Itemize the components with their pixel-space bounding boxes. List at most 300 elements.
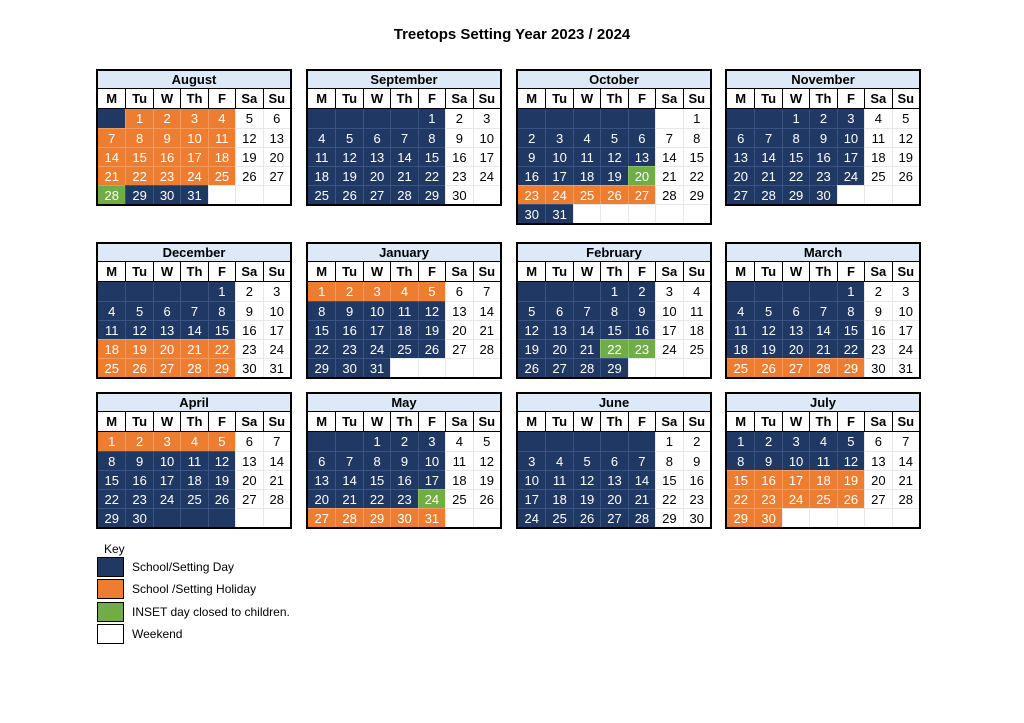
day-cell: 25	[573, 185, 600, 204]
day-cell: 25	[809, 489, 836, 508]
weekday-label: Tu	[754, 412, 781, 431]
day-cell: 13	[153, 320, 180, 339]
weekday-header	[98, 89, 290, 109]
day-cell: 12	[335, 147, 362, 166]
month-name: June	[518, 394, 710, 412]
day-cell: 18	[445, 470, 472, 489]
day-cell: 1	[782, 109, 809, 128]
weekday-label: Tu	[125, 262, 152, 281]
day-cell: 1	[727, 432, 754, 451]
day-cell: 17	[153, 470, 180, 489]
day-cell: 26	[837, 489, 864, 508]
day-cell: 30	[809, 185, 836, 204]
day-cell: 23	[235, 339, 262, 358]
weekday-label: Su	[263, 262, 290, 281]
key-swatch	[97, 579, 124, 599]
day-cell: 21	[809, 339, 836, 358]
weekday-label: Tu	[545, 262, 572, 281]
day-cell: 6	[864, 432, 891, 451]
empty-day-cell	[782, 508, 809, 527]
weekday-label: Th	[180, 262, 207, 281]
day-cell: 29	[683, 185, 710, 204]
weekday-label: Th	[600, 89, 627, 108]
day-cell: 7	[754, 128, 781, 147]
day-cell: 29	[125, 185, 152, 204]
empty-day-cell	[628, 358, 655, 377]
day-cell: 2	[390, 432, 417, 451]
day-cell: 25	[180, 489, 207, 508]
day-cell: 30	[445, 185, 472, 204]
weekday-label: M	[526, 264, 538, 279]
day-cell: 25	[545, 508, 572, 527]
day-cell: 30	[153, 185, 180, 204]
weekday-label: Su	[683, 262, 710, 281]
day-cell: 6	[308, 451, 335, 470]
day-cell: 20	[363, 166, 390, 185]
day-cell: 4	[864, 109, 891, 128]
day-cell: 26	[418, 339, 445, 358]
day-cell: 22	[600, 339, 627, 358]
day-cell: 14	[573, 320, 600, 339]
day-cell: 15	[418, 147, 445, 166]
weekday-label: Tu	[545, 412, 572, 431]
day-cell: 15	[655, 470, 682, 489]
weekday-label: F	[837, 262, 864, 281]
day-cell: 13	[363, 147, 390, 166]
month-march	[725, 242, 921, 379]
day-cell: 7	[180, 301, 207, 320]
day-cell: 1	[655, 432, 682, 451]
empty-day-cell	[600, 432, 627, 451]
weekday-header	[98, 412, 290, 432]
day-cell: 9	[235, 301, 262, 320]
empty-day-cell	[308, 109, 335, 128]
day-cell: 18	[390, 320, 417, 339]
day-cell: 8	[125, 128, 152, 147]
day-cell: 21	[390, 166, 417, 185]
day-cell: 2	[335, 282, 362, 301]
day-cell: 12	[235, 128, 262, 147]
day-cell: 31	[263, 358, 290, 377]
empty-day-cell	[809, 508, 836, 527]
day-cell: 10	[263, 301, 290, 320]
month-april	[96, 392, 292, 529]
day-cell: 15	[837, 320, 864, 339]
day-cell: 22	[655, 489, 682, 508]
weekday-label: Su	[473, 262, 500, 281]
day-cell: 16	[754, 470, 781, 489]
weekday-label: W	[782, 262, 809, 281]
weekday-header	[727, 412, 919, 432]
empty-day-cell	[628, 109, 655, 128]
empty-day-cell	[263, 508, 290, 527]
weekday-label: F	[418, 262, 445, 281]
weekday-label: F	[208, 262, 235, 281]
day-cell: 14	[655, 147, 682, 166]
day-cell: 12	[892, 128, 919, 147]
day-cell: 17	[655, 320, 682, 339]
day-cell: 14	[628, 470, 655, 489]
weekday-header	[518, 412, 710, 432]
day-cell: 28	[390, 185, 417, 204]
day-cell: 26	[892, 166, 919, 185]
day-grid	[308, 432, 500, 527]
day-grid	[308, 282, 500, 377]
weekday-label: F	[837, 89, 864, 108]
day-cell: 8	[308, 301, 335, 320]
day-cell: 9	[445, 128, 472, 147]
day-cell: 6	[235, 432, 262, 451]
day-cell: 14	[263, 451, 290, 470]
weekday-label: Th	[809, 262, 836, 281]
weekday-label: Su	[473, 412, 500, 431]
day-cell: 8	[363, 451, 390, 470]
day-cell: 9	[809, 128, 836, 147]
day-cell: 20	[628, 166, 655, 185]
day-cell: 27	[363, 185, 390, 204]
page-title: Treetops Setting Year 2023 / 2024	[393, 26, 631, 43]
weekday-label: M	[735, 264, 747, 279]
day-cell: 16	[235, 320, 262, 339]
empty-day-cell	[208, 508, 235, 527]
day-cell: 19	[473, 470, 500, 489]
day-cell: 8	[837, 301, 864, 320]
empty-day-cell	[518, 282, 545, 301]
day-cell: 9	[518, 147, 545, 166]
empty-day-cell	[600, 204, 627, 223]
day-cell: 24	[782, 489, 809, 508]
day-cell: 7	[809, 301, 836, 320]
day-cell: 22	[782, 166, 809, 185]
empty-day-cell	[363, 109, 390, 128]
day-cell: 3	[153, 432, 180, 451]
weekday-label: Tu	[754, 262, 781, 281]
day-cell: 25	[683, 339, 710, 358]
day-cell: 30	[335, 358, 362, 377]
empty-day-cell	[727, 109, 754, 128]
day-cell: 20	[445, 320, 472, 339]
day-cell: 22	[418, 166, 445, 185]
empty-day-cell	[837, 508, 864, 527]
day-cell: 3	[892, 282, 919, 301]
day-cell: 7	[892, 432, 919, 451]
day-cell: 10	[363, 301, 390, 320]
day-cell: 8	[655, 451, 682, 470]
weekday-label: F	[208, 412, 235, 431]
month-name: November	[727, 71, 919, 89]
day-cell: 26	[335, 185, 362, 204]
key-item	[97, 602, 290, 622]
day-cell: 1	[683, 109, 710, 128]
day-cell: 10	[418, 451, 445, 470]
day-cell: 17	[545, 166, 572, 185]
day-cell: 15	[363, 470, 390, 489]
day-cell: 12	[837, 451, 864, 470]
day-cell: 11	[308, 147, 335, 166]
day-cell: 5	[573, 451, 600, 470]
day-cell: 22	[208, 339, 235, 358]
day-grid	[98, 282, 290, 377]
day-cell: 13	[545, 320, 572, 339]
weekday-label: F	[418, 412, 445, 431]
empty-day-cell	[600, 109, 627, 128]
day-cell: 11	[208, 128, 235, 147]
day-cell: 22	[683, 166, 710, 185]
day-cell: 13	[308, 470, 335, 489]
day-cell: 24	[153, 489, 180, 508]
empty-day-cell	[335, 432, 362, 451]
day-cell: 25	[390, 339, 417, 358]
month-july	[725, 392, 921, 529]
weekday-label: Sa	[655, 412, 682, 431]
day-cell: 18	[683, 320, 710, 339]
day-cell: 30	[125, 508, 152, 527]
weekday-label: Th	[809, 89, 836, 108]
day-cell: 10	[180, 128, 207, 147]
month-name: February	[518, 244, 710, 262]
day-cell: 23	[153, 166, 180, 185]
empty-day-cell	[308, 432, 335, 451]
day-cell: 17	[363, 320, 390, 339]
day-cell: 3	[473, 109, 500, 128]
weekday-label: Sa	[864, 89, 891, 108]
day-cell: 19	[518, 339, 545, 358]
key-label: School/Setting Day	[132, 560, 235, 574]
day-cell: 14	[98, 147, 125, 166]
day-cell: 23	[809, 166, 836, 185]
day-cell: 6	[600, 451, 627, 470]
day-cell: 24	[892, 339, 919, 358]
day-cell: 20	[600, 489, 627, 508]
day-cell: 22	[363, 489, 390, 508]
day-cell: 10	[837, 128, 864, 147]
key-swatch	[97, 557, 124, 577]
empty-day-cell	[809, 282, 836, 301]
day-cell: 20	[782, 339, 809, 358]
empty-day-cell	[518, 432, 545, 451]
day-cell: 28	[628, 508, 655, 527]
day-cell: 4	[445, 432, 472, 451]
weekday-label: M	[735, 91, 747, 106]
month-november	[725, 69, 921, 206]
day-cell: 14	[180, 320, 207, 339]
day-cell: 1	[363, 432, 390, 451]
day-cell: 11	[683, 301, 710, 320]
day-cell: 30	[235, 358, 262, 377]
day-cell: 26	[754, 358, 781, 377]
weekday-label: F	[628, 262, 655, 281]
day-cell: 16	[445, 147, 472, 166]
weekday-header	[98, 262, 290, 282]
day-cell: 17	[782, 470, 809, 489]
weekday-label: Tu	[335, 412, 362, 431]
day-cell: 11	[809, 451, 836, 470]
weekday-label: M	[316, 414, 328, 429]
day-cell: 5	[754, 301, 781, 320]
day-cell: 12	[208, 451, 235, 470]
day-cell: 6	[363, 128, 390, 147]
day-cell: 14	[335, 470, 362, 489]
empty-day-cell	[473, 358, 500, 377]
day-cell: 26	[125, 358, 152, 377]
day-cell: 12	[573, 470, 600, 489]
day-cell: 23	[390, 489, 417, 508]
day-cell: 21	[573, 339, 600, 358]
day-cell: 2	[809, 109, 836, 128]
day-cell: 2	[445, 109, 472, 128]
day-cell: 3	[263, 282, 290, 301]
day-cell: 23	[518, 185, 545, 204]
day-cell: 22	[125, 166, 152, 185]
day-cell: 26	[235, 166, 262, 185]
day-cell: 25	[727, 358, 754, 377]
weekday-label: Tu	[545, 89, 572, 108]
day-cell: 7	[390, 128, 417, 147]
weekday-label: Th	[600, 262, 627, 281]
day-cell: 24	[545, 185, 572, 204]
day-cell: 3	[180, 109, 207, 128]
empty-day-cell	[125, 282, 152, 301]
day-cell: 27	[545, 358, 572, 377]
day-cell: 7	[655, 128, 682, 147]
day-cell: 10	[655, 301, 682, 320]
day-cell: 6	[727, 128, 754, 147]
day-grid	[518, 282, 710, 377]
weekday-label: Th	[390, 89, 417, 108]
day-cell: 23	[445, 166, 472, 185]
day-cell: 29	[727, 508, 754, 527]
empty-day-cell	[573, 109, 600, 128]
weekday-label: Tu	[125, 89, 152, 108]
empty-day-cell	[628, 204, 655, 223]
day-cell: 21	[98, 166, 125, 185]
empty-day-cell	[473, 185, 500, 204]
day-cell: 23	[754, 489, 781, 508]
day-cell: 16	[864, 320, 891, 339]
day-cell: 22	[98, 489, 125, 508]
day-cell: 24	[418, 489, 445, 508]
day-cell: 28	[655, 185, 682, 204]
day-cell: 20	[545, 339, 572, 358]
day-cell: 23	[683, 489, 710, 508]
day-cell: 18	[809, 470, 836, 489]
day-cell: 4	[308, 128, 335, 147]
day-cell: 15	[782, 147, 809, 166]
day-cell: 28	[335, 508, 362, 527]
key-swatch	[97, 602, 124, 622]
weekday-header	[308, 262, 500, 282]
empty-day-cell	[655, 358, 682, 377]
day-cell: 21	[473, 320, 500, 339]
day-cell: 26	[208, 489, 235, 508]
empty-day-cell	[573, 432, 600, 451]
day-cell: 6	[263, 109, 290, 128]
empty-day-cell	[683, 358, 710, 377]
day-cell: 21	[335, 489, 362, 508]
weekday-label: M	[316, 264, 328, 279]
day-cell: 19	[208, 470, 235, 489]
month-name: January	[308, 244, 500, 262]
weekday-label: Su	[473, 89, 500, 108]
day-cell: 17	[518, 489, 545, 508]
day-cell: 7	[263, 432, 290, 451]
day-cell: 3	[518, 451, 545, 470]
day-cell: 4	[390, 282, 417, 301]
day-cell: 20	[235, 470, 262, 489]
day-cell: 9	[153, 128, 180, 147]
day-cell: 5	[418, 282, 445, 301]
month-september	[306, 69, 502, 206]
day-cell: 1	[208, 282, 235, 301]
key-swatch	[97, 624, 124, 644]
day-cell: 19	[892, 147, 919, 166]
day-cell: 21	[263, 470, 290, 489]
day-cell: 11	[864, 128, 891, 147]
day-cell: 2	[518, 128, 545, 147]
day-cell: 18	[180, 470, 207, 489]
day-cell: 6	[628, 128, 655, 147]
day-cell: 12	[418, 301, 445, 320]
day-cell: 8	[98, 451, 125, 470]
day-cell: 10	[473, 128, 500, 147]
day-cell: 22	[308, 339, 335, 358]
weekday-header	[727, 262, 919, 282]
weekday-label: Tu	[125, 412, 152, 431]
day-cell: 26	[600, 185, 627, 204]
day-cell: 13	[864, 451, 891, 470]
day-cell: 2	[683, 432, 710, 451]
day-cell: 11	[545, 470, 572, 489]
day-cell: 5	[518, 301, 545, 320]
day-cell: 2	[235, 282, 262, 301]
day-cell: 29	[308, 358, 335, 377]
day-cell: 27	[153, 358, 180, 377]
weekday-label: Su	[683, 412, 710, 431]
weekday-label: F	[628, 412, 655, 431]
day-cell: 17	[837, 147, 864, 166]
day-cell: 12	[754, 320, 781, 339]
day-cell: 17	[418, 470, 445, 489]
day-cell: 27	[263, 166, 290, 185]
empty-day-cell	[390, 109, 417, 128]
weekday-label: W	[782, 89, 809, 108]
month-may	[306, 392, 502, 529]
empty-day-cell	[628, 432, 655, 451]
weekday-label: W	[153, 89, 180, 108]
day-cell: 21	[892, 470, 919, 489]
weekday-label: Sa	[235, 262, 262, 281]
day-cell: 14	[892, 451, 919, 470]
day-cell: 7	[335, 451, 362, 470]
day-cell: 10	[518, 470, 545, 489]
weekday-label: Tu	[754, 89, 781, 108]
day-cell: 21	[655, 166, 682, 185]
weekday-label: W	[573, 412, 600, 431]
empty-day-cell	[754, 109, 781, 128]
day-cell: 11	[390, 301, 417, 320]
day-cell: 16	[809, 147, 836, 166]
day-grid	[518, 432, 710, 527]
day-cell: 28	[180, 358, 207, 377]
empty-day-cell	[573, 282, 600, 301]
weekday-label: F	[837, 412, 864, 431]
weekday-label: Sa	[235, 89, 262, 108]
day-cell: 23	[864, 339, 891, 358]
day-cell: 19	[418, 320, 445, 339]
day-cell: 8	[208, 301, 235, 320]
day-cell: 30	[518, 204, 545, 223]
day-cell: 13	[263, 128, 290, 147]
